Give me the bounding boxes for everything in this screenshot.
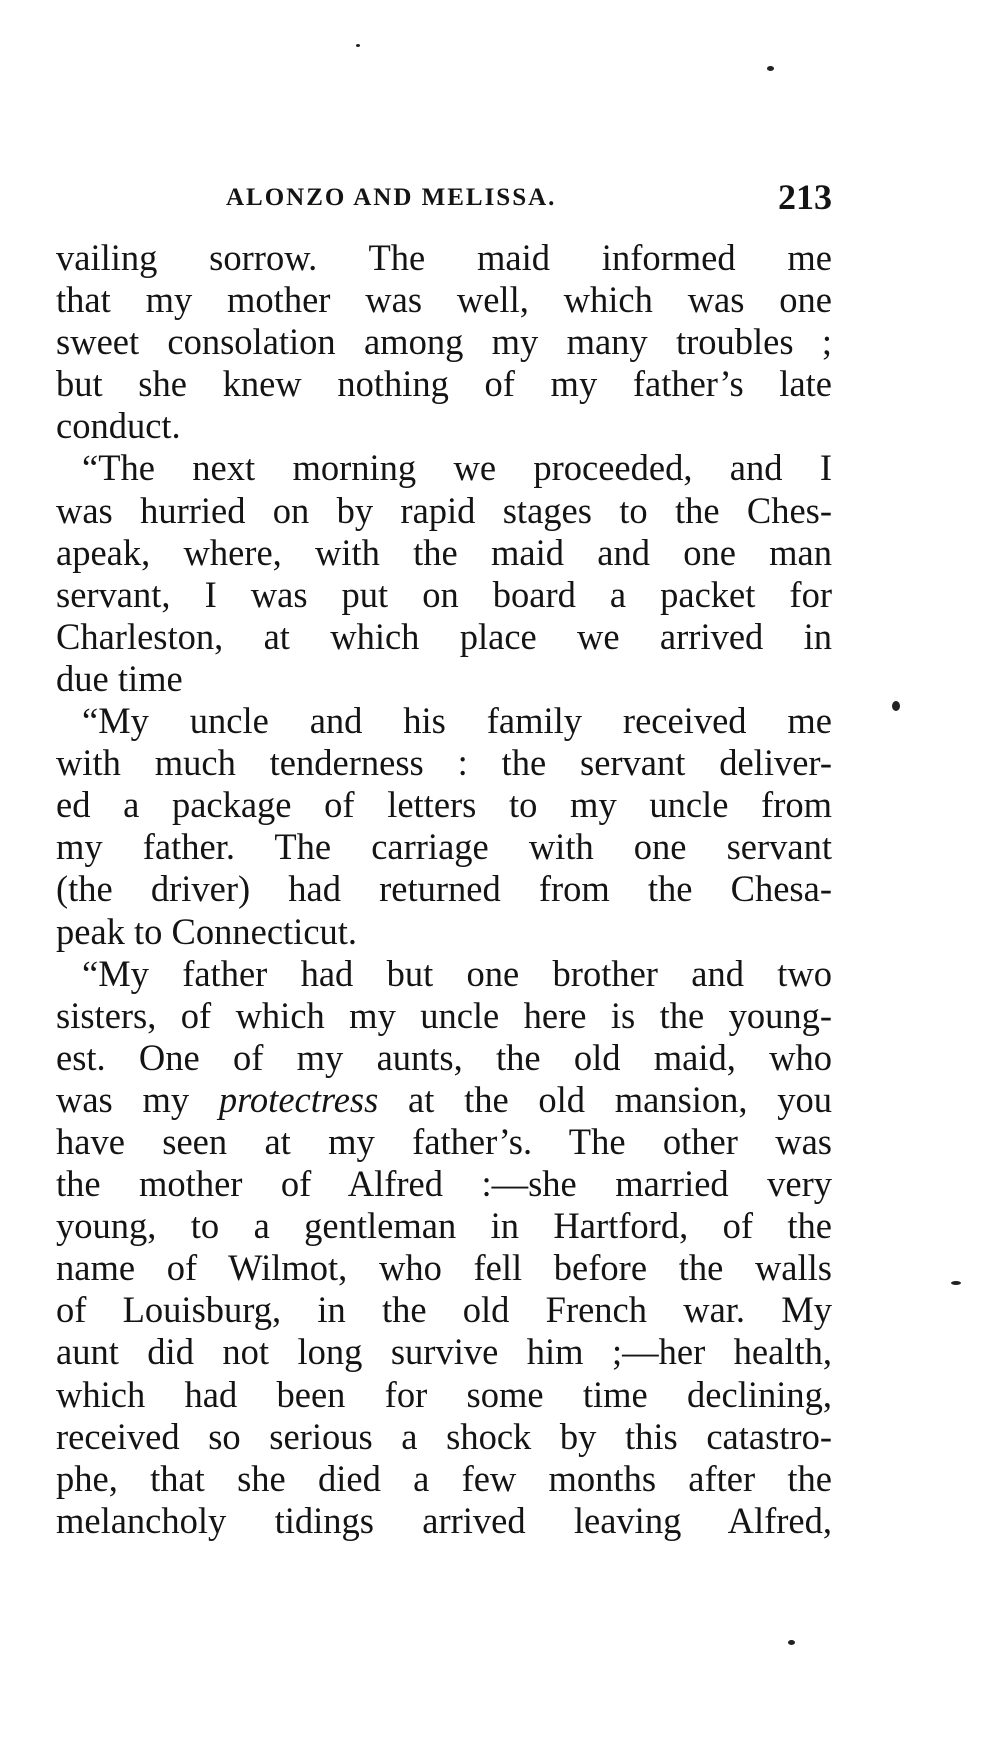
page-number: 213 [778,177,832,217]
text-line: that my mother was well, which was one [56,279,832,321]
text-line: was my protectress at the old mansion, you [56,1078,833,1120]
text-line: “My father had but one brother and two [82,952,832,994]
ink-speck [892,701,900,711]
text-line: due time [56,657,183,699]
text-line: conduct. [56,405,181,447]
text-line: ed a package of letters to my uncle from [56,784,832,826]
text-line: my father. The carriage with one servant [56,826,832,868]
text-line: received so serious a shock by this catastro- [56,1415,832,1457]
text-line: which had been for some time declining, [56,1373,832,1415]
italic-word: protectress [218,1078,379,1120]
text-line: phe, that she died a few months after the [56,1457,832,1499]
text-line: was hurried on by rapid stages to the Ches- [56,489,832,531]
running-title: ALONZO AND MELISSA. [226,184,557,211]
text-line: “My uncle and his family received me [82,700,832,742]
ink-speck [951,1281,961,1285]
text-line: of Louisburg, in the old French war. My [56,1289,832,1331]
text-line: melancholy tidings arrived leaving Alfred, [56,1499,832,1541]
text-line: servant, I was put on board a packet for [56,573,832,615]
text-line: aunt did not long survive him ;—her health, [56,1331,832,1373]
text-line: the mother of Alfred :—she married very [56,1163,832,1205]
text-line: (the driver) had returned from the Chesa- [56,868,832,910]
text-line: apeak, where, with the maid and one man [56,531,832,573]
ink-speck [356,44,360,47]
ink-speck [788,1640,795,1645]
text-line: peak to Connecticut. [56,910,358,952]
text-line: “The next morning we proceeded, and I [82,447,832,489]
text-line: but she knew nothing of my father’s late [56,363,832,405]
text-line: sweet consolation among my many troubles ; [56,321,832,363]
text-line: have seen at my father’s. The other was [56,1120,832,1162]
text-line: vailing sorrow. The maid informed me [56,237,832,278]
text-line: with much tenderness : the servant deliver- [56,742,832,784]
page-header [226,176,832,226]
ink-speck [767,66,774,71]
text-line: sisters, of which my uncle here is the young- [56,994,832,1036]
text-line: name of Wilmot, who fell before the walls [56,1247,832,1289]
text-line: Charleston, at which place we arrived in [56,615,832,657]
text-line: est. One of my aunts, the old maid, who [56,1036,832,1078]
body-text [56,237,832,1542]
text-line: young, to a gentleman in Hartford, of the [56,1205,832,1247]
